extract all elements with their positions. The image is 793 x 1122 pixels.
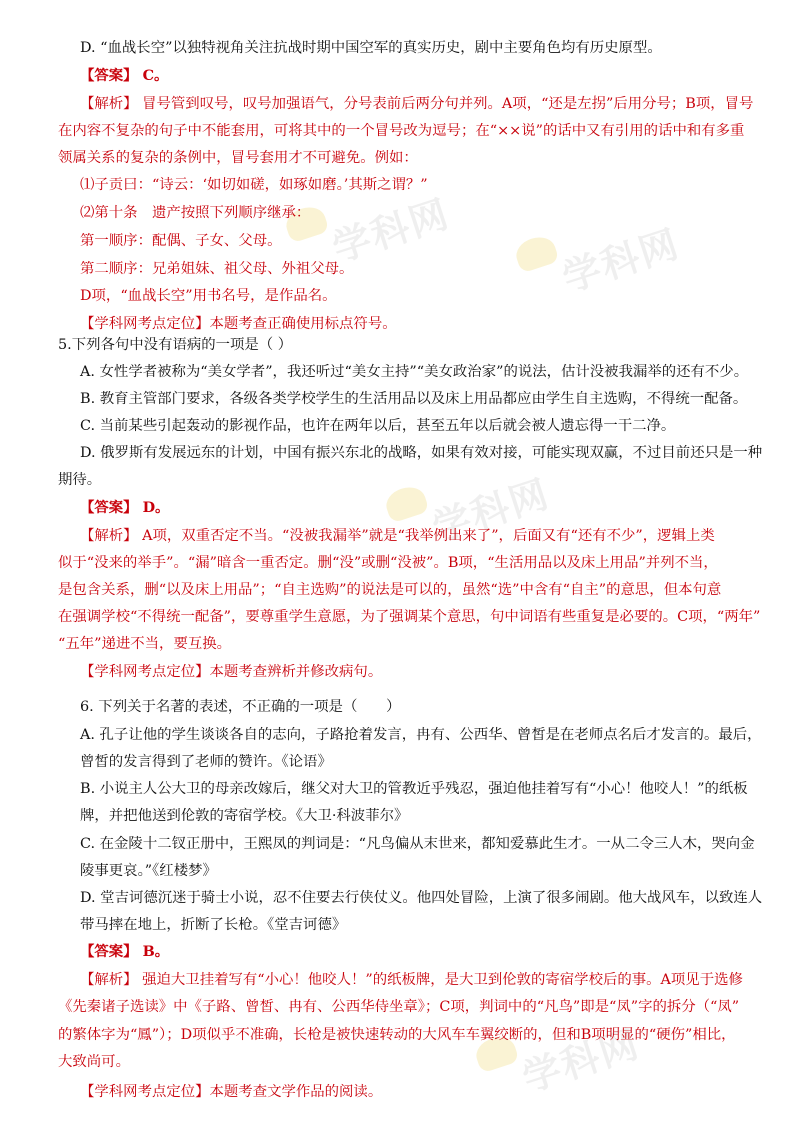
answer-text-line: 【解析】 A项，双重否定不当。“没被我漏举”就是“我举例出来了”，后面又有“还有不少”，逻辑上类 bbox=[80, 528, 715, 544]
question-text-line: B. 小说主人公大卫的母亲改嫁后，继父对大卫的管教近乎残忍，强迫他挂着写有“小心！他咬人！”的纸板 bbox=[80, 781, 748, 797]
answer-text-line: 在内容不复杂的句子中不能套用，可将其中的一个冒号改为逗号；在“××说”的话中又有引用的话中和有多重 bbox=[58, 123, 745, 139]
question-text-line: 带马摔在地上，折断了长枪。《堂吉诃德》 bbox=[80, 917, 347, 933]
question-text-line: 6. 下列关于名著的表述，不正确的一项是（ ） bbox=[80, 699, 401, 715]
question-text-line: 陵事更哀。”《红楼梦》 bbox=[80, 863, 217, 879]
answer-text-line: 在强调学校“不得统一配备”，要尊重学生意愿，为了强调某个意思，句中词语有些重复是必要的。C项，“两年” bbox=[58, 609, 761, 625]
watermark-logo-icon bbox=[382, 483, 429, 524]
answer-text-line: 【解析】 冒号管到叹号，叹号加强语气，分号表前后两分句并列。A项，“还是左拐”后用分号；B项，冒号 bbox=[80, 96, 754, 112]
answer-text-line: 大致尚可。 bbox=[58, 1054, 130, 1070]
question-text-line: C. 当前某些引起轰动的影视作品，也许在两年以后，甚至五年以后就会被人遗忘得一干二净。 bbox=[80, 418, 676, 434]
watermark-text: 学科网 bbox=[557, 221, 685, 301]
answer-text-line: 是包含关系，删“以及床上用品”；“自主选购”的说法是可以的，虽然“选”中含有“自主”的意思，但本句意 bbox=[58, 582, 722, 598]
question-text-line: B. 教育主管部门要求，各级各类学校学生的生活用品以及床上用品都应由学生自主选购，不得统一配备。 bbox=[80, 391, 748, 407]
watermark-text: 学科网 bbox=[427, 471, 555, 551]
question-text-line: D. 堂吉诃德沉迷于骑士小说，忍不住要去行侠仗义。他四处冒险，上演了很多闹剧。他大战风车，以致连人 bbox=[80, 890, 763, 906]
answer-text-line: 【答案】 C。 bbox=[80, 67, 169, 84]
answer-text-line: ⑵第十条 遗产按照下列顺序继承： bbox=[80, 205, 311, 221]
question-text-line: D. “血战长空”以独特视角关注抗战时期中国空军的真实历史，剧中主要角色均有历史原型。 bbox=[80, 40, 662, 56]
answer-text-line: 【学科网考点定位】本题考查文学作品的阅读。 bbox=[80, 1084, 383, 1100]
answer-text-line: 第一顺序：配偶、子女、父母。 bbox=[80, 233, 282, 249]
answer-text-line: 【答案】 D。 bbox=[80, 499, 170, 516]
answer-text-line: ⑴子贡曰：“诗云：‘如切如磋，如琢如磨。’其斯之谓？” bbox=[80, 177, 428, 193]
question-text-line: 期待。 bbox=[58, 472, 102, 488]
answer-text-line: 【学科网考点定位】本题考查辨析并修改病句。 bbox=[80, 664, 383, 680]
watermark-text: 学科网 bbox=[327, 191, 455, 271]
answer-text-line: 【学科网考点定位】本题考查正确使用标点符号。 bbox=[80, 316, 397, 332]
answer-text-line: 【解析】 强迫大卫挂着写有“小心！他咬人！”的纸板牌，是大卫到伦敦的寄宿学校后的事。A项见于选修 bbox=[80, 972, 743, 988]
answer-text-line: 《先秦诸子选读》中《子路、曾皙、冉有、公西华侍坐章》；C项，判词中的“凡鸟”即是“凤”字的拆分（“凤” bbox=[58, 999, 740, 1015]
question-text-line: 牌，并把他送到伦敦的寄宿学校。《大卫·科波菲尔》 bbox=[80, 808, 409, 824]
answer-text-line: 似于“没来的举手”。“漏”暗含一重否定。删“没”或删“没被”。B项，“生活用品以及床上用品”并列不当， bbox=[58, 555, 718, 571]
answer-text-line: D项，“血战长空”用书名号，是作品名。 bbox=[80, 288, 337, 304]
question-text-line: D. 俄罗斯有发展远东的计划，中国有振兴东北的战略，如果有效对接，可能实现双赢，不过目前还只是一种 bbox=[80, 445, 763, 461]
answer-text-line: “五年”递进不当，要互换。 bbox=[58, 636, 232, 652]
answer-text-line: 第二顺序：兄弟姐妹、祖父母、外祖父母。 bbox=[80, 261, 354, 277]
watermark-text: 学科网 bbox=[517, 1021, 645, 1101]
answer-text-line: 【答案】 B。 bbox=[80, 943, 170, 960]
question-text-line: 曾皙的发言得到了老师的赞许。《论语》 bbox=[80, 754, 332, 770]
question-text-line: A. 女性学者被称为“美女学者”，我还听过“美女主持”“美女政治家”的说法，估计没被我漏举的还有不少。 bbox=[80, 364, 749, 380]
watermark-logo-icon bbox=[512, 233, 559, 274]
question-text-line: A. 孔子让他的学生谈谈各自的志向，子路抢着发言，冉有、公西华、曾皙是在老师点名后才发言的。最后， bbox=[80, 727, 762, 743]
answer-text-line: 领属关系的复杂的条例中，冒号套用才不可避免。例如： bbox=[58, 150, 418, 166]
question-text-line: C. 在金陵十二钗正册中，王熙凤的判词是：“凡鸟偏从末世来，都知爱慕此生才。一从二令三人木，哭向金 bbox=[80, 836, 755, 852]
question-text-line: 5.下列各句中没有语病的一项是（ ） bbox=[58, 337, 293, 353]
answer-text-line: 的繁体字为“鳳”）；D项似乎不准确，长枪是被快速转动的大风车车翼绞断的，但和B项明显的“硬伤”相比， bbox=[58, 1027, 736, 1043]
